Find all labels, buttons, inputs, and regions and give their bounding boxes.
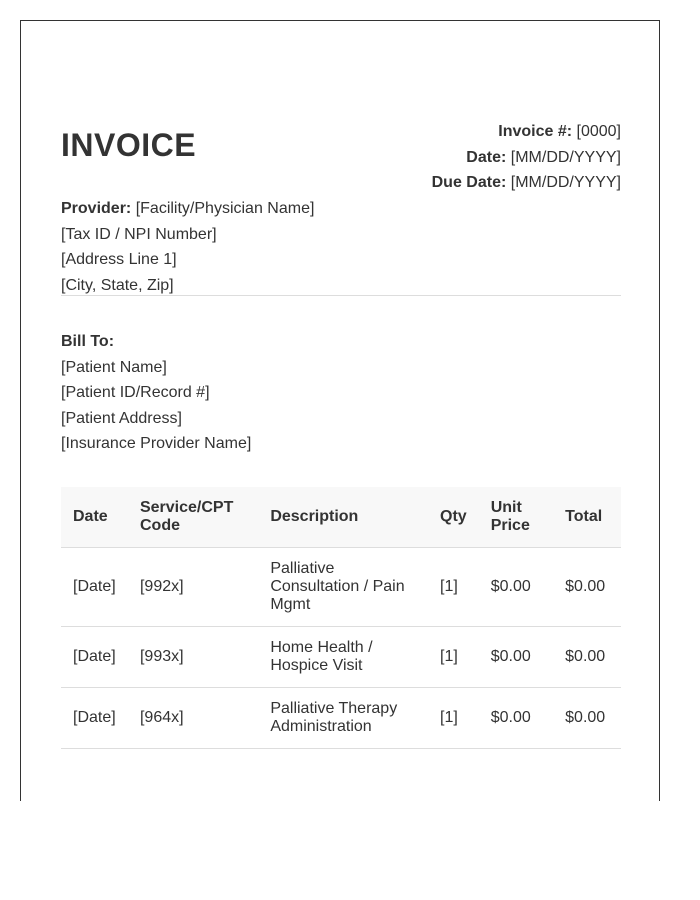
- header-description: Description: [258, 487, 428, 548]
- table-header: [61, 487, 621, 548]
- cell-date: [Date]: [61, 547, 128, 626]
- header-unit-price: Unit Price: [479, 487, 553, 548]
- header-qty: Qty: [428, 487, 479, 548]
- provider-name-line: [61, 196, 314, 222]
- cell-code: [992x]: [128, 547, 258, 626]
- invoice-due-date-value: [MM/DD/YYYY]: [510, 174, 621, 192]
- provider-name: [Facility/Physician Name]: [135, 200, 315, 217]
- invoice-date-line: [432, 145, 621, 171]
- provider-address: [Address Line 1]: [61, 251, 177, 269]
- table-header-row: [61, 487, 621, 548]
- invoice-number-value: [0000]: [576, 123, 621, 140]
- cell-total: $0.00: [553, 626, 621, 687]
- invoice-date-label: Date:: [466, 148, 507, 166]
- cell-unit-price: $0.00: [479, 547, 553, 626]
- cell-date: [Date]: [61, 687, 128, 748]
- header-code: Service/CPT Code: [128, 487, 258, 548]
- cell-description: Home Health / Hospice Visit: [258, 626, 428, 687]
- cell-total: $0.00: [553, 547, 621, 626]
- cell-code: [964x]: [128, 687, 258, 748]
- provider-city: [City, State, Zip]: [61, 276, 174, 294]
- cell-description: Palliative Consultation / Pain Mgmt: [258, 547, 428, 626]
- cell-qty: [1]: [428, 547, 479, 626]
- patient-address: [Patient Address]: [61, 409, 182, 427]
- invoice-number-label: Invoice #:: [498, 123, 573, 140]
- provider-label: Provider:: [61, 200, 132, 217]
- cell-total: $0.00: [553, 687, 621, 748]
- cell-unit-price: $0.00: [479, 626, 553, 687]
- cell-description: Palliative Therapy Administration: [258, 687, 428, 748]
- bill-to-label: Bill To:: [61, 333, 115, 350]
- provider-block: [61, 196, 314, 298]
- cell-qty: [1]: [428, 687, 479, 748]
- cell-date: [Date]: [61, 626, 128, 687]
- invoice-date-value: [MM/DD/YYYY]: [510, 148, 621, 166]
- invoice-meta: [432, 119, 621, 196]
- invoice-due-date-line: [432, 170, 621, 196]
- invoice-content: [61, 119, 621, 749]
- table-row: [61, 687, 621, 748]
- invoice-header: [61, 119, 621, 295]
- header-date: Date: [61, 487, 128, 548]
- invoice-page: [20, 20, 660, 801]
- insurance-provider: [Insurance Provider Name]: [61, 435, 252, 453]
- patient-name: [Patient Name]: [61, 358, 167, 376]
- invoice-title: INVOICE: [61, 127, 197, 163]
- line-items-table: [61, 487, 621, 749]
- table-row: [61, 626, 621, 687]
- provider-tax-id: [Tax ID / NPI Number]: [61, 225, 217, 243]
- table-row: [61, 547, 621, 626]
- invoice-number-line: [432, 119, 621, 145]
- cell-code: [993x]: [128, 626, 258, 687]
- bill-to-block: [61, 329, 621, 457]
- cell-qty: [1]: [428, 626, 479, 687]
- invoice-due-date-label: Due Date:: [431, 174, 507, 192]
- cell-unit-price: $0.00: [479, 687, 553, 748]
- header-total: Total: [553, 487, 621, 548]
- table-body: [61, 547, 621, 748]
- patient-id: [Patient ID/Record #]: [61, 384, 210, 402]
